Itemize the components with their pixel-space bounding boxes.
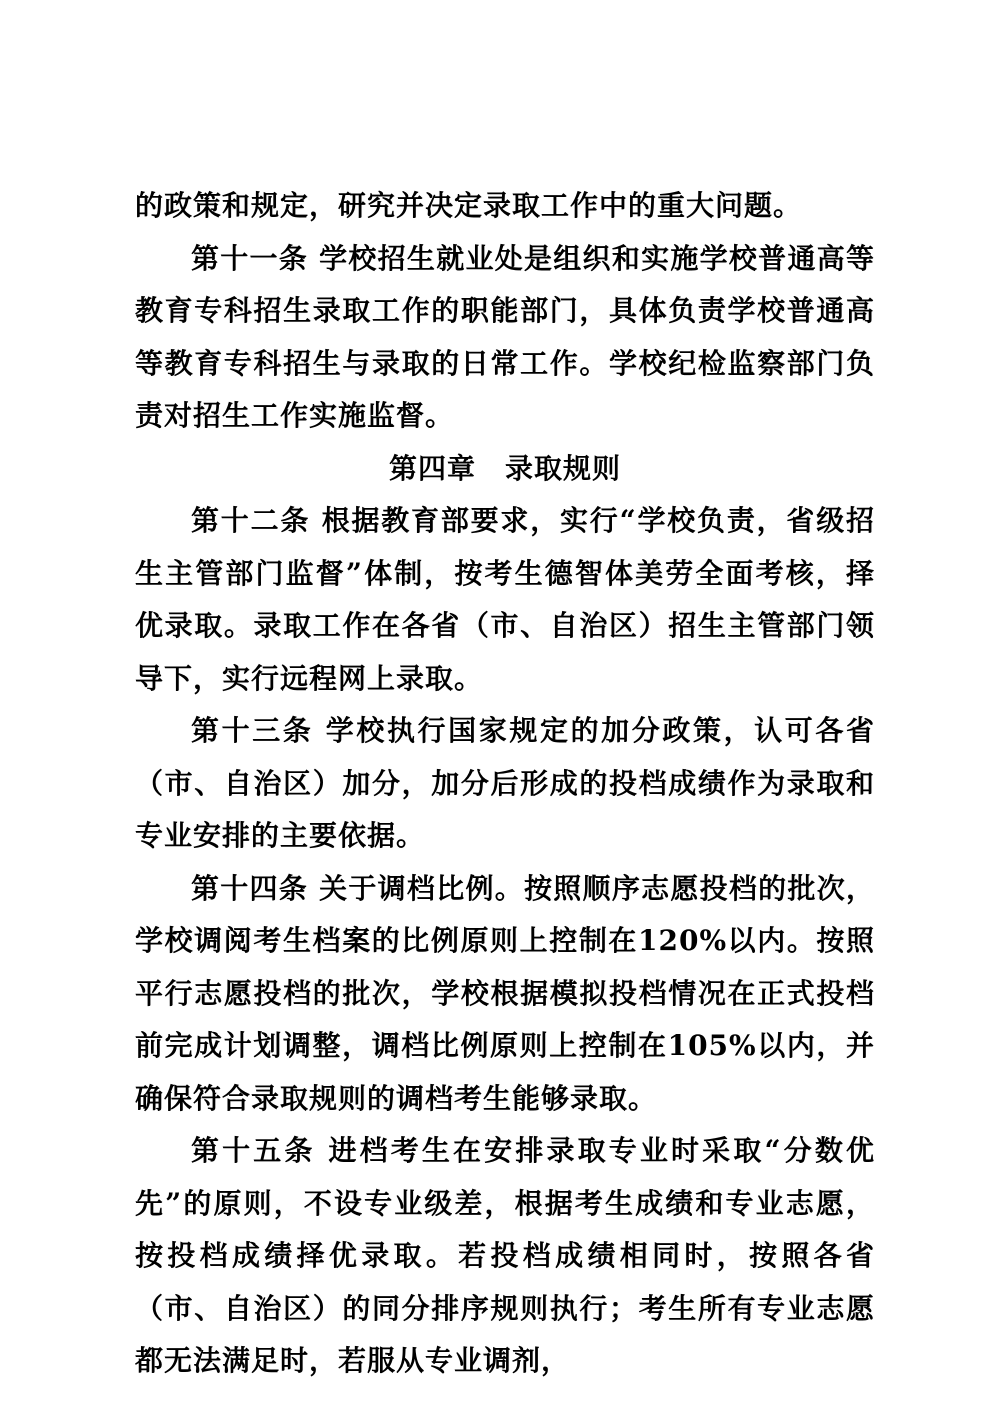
paragraph-article-15 <box>135 1125 875 1388</box>
article-number: 第十三条 <box>191 714 314 747</box>
paragraph-text: 关于调档比例。按照顺序志愿投档的批次，学校调阅考生档案的比例原则上控制在120%以内。按照平行志愿投档的批次，学校根据模拟投档情况在正式投档前完成计划调整，调档比例原则上控制在105%以内，并确保符合录取规则的调档考生能够录取。 <box>135 871 875 1115</box>
paragraph-text: 学校执行国家规定的加分政策，认可各省（市、自治区）加分，加分后形成的投档成绩作为录取和专业安排的主要依据。 <box>135 714 875 852</box>
document-body <box>135 180 875 1388</box>
paragraph-text: 进档考生在安排录取专业时采取“分数优先”的原则，不设专业级差，根据考生成绩和专业志愿，按投档成绩择优录取。若投档成绩相同时，按照各省（市、自治区）的同分排序规则执行；考生所有专业志愿都无法满足时，若服从专业调剂， <box>135 1134 875 1377</box>
paragraph-article-11 <box>135 233 875 443</box>
paragraph-text: 学校招生就业处是组织和实施学校普通高等教育专科招生录取工作的职能部门，具体负责学校普通高等教育专科招生与录取的日常工作。学校纪检监察部门负责对招生工作实施监督。 <box>135 241 875 432</box>
paragraph-text: 根据教育部要求，实行“学校负责，省级招生主管部门监督”体制，按考生德智体美劳全面考核，择优录取。录取工作在各省（市、自治区）招生主管部门领导下，实行远程网上录取。 <box>135 504 875 695</box>
paragraph-text: 的政策和规定，研究并决定录取工作中的重大问题。 <box>135 189 803 222</box>
paragraph-continuation <box>135 180 875 233</box>
article-number: 第十五条 <box>191 1134 316 1167</box>
paragraph-article-13 <box>135 705 875 863</box>
paragraph-article-12 <box>135 495 875 705</box>
paragraph-article-14 <box>135 863 875 1126</box>
article-number: 第十四条 <box>191 871 309 905</box>
chapter-heading: 第四章 录取规则 <box>388 451 621 485</box>
article-number: 第十二条 <box>191 504 311 537</box>
article-number: 第十一条 <box>191 241 309 275</box>
